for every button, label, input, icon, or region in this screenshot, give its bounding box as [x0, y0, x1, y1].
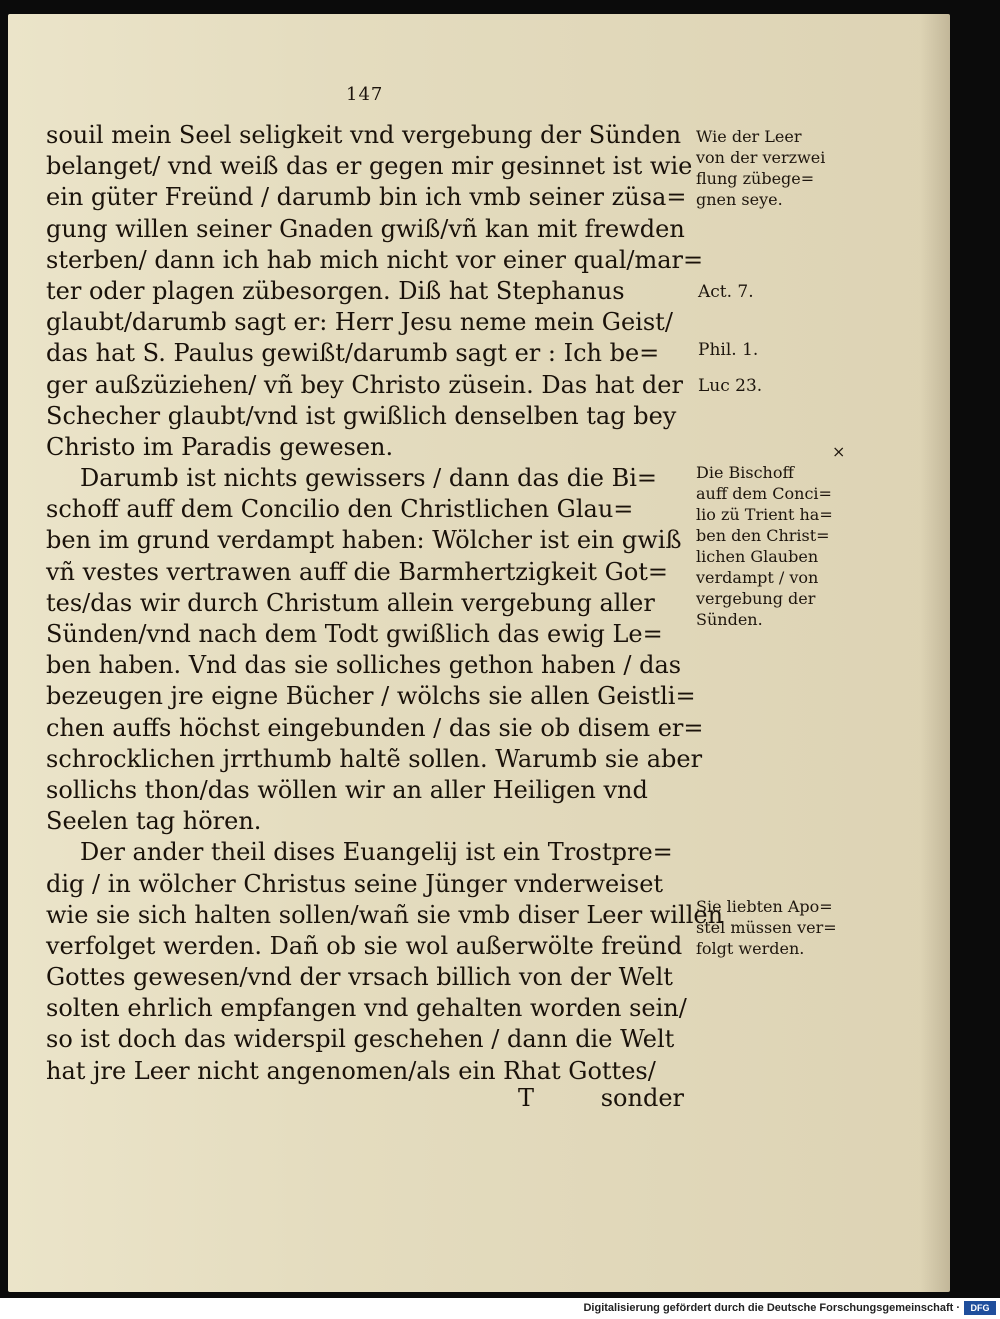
margin-note-line: Sünden. [696, 610, 763, 629]
text-line: solten ehrlich empfangen vnd gehalten worden sein/ [46, 994, 687, 1023]
margin-mark: × [832, 442, 846, 461]
text-line: so ist doch das widerspil geschehen / dann die Welt [46, 1025, 675, 1054]
margin-note-line: Sie liebten Apo= [696, 897, 833, 916]
text-line: vñ vestes vertrawen auff die Barmhertzigkeit Got= [46, 557, 669, 586]
text-line: wie sie sich halten sollen/wañ sie vmb diser Leer willen [46, 900, 724, 929]
margin-note-line: von der verzwei [696, 148, 826, 167]
margin-note-line: verdampt / von [696, 568, 819, 587]
signature-mark: T [518, 1084, 535, 1112]
text-line: belanget/ vnd weiß das er gegen mir gesinnet ist wie [46, 152, 693, 181]
text-line: ben haben. Vnd das sie solliches gethon haben / das [46, 651, 682, 680]
text-line: glaubt/darumb sagt er: Herr Jesu neme mein Geist/ [46, 308, 673, 337]
text-line: Schecher glaubt/vnd ist gwißlich denselben tag bey [46, 401, 677, 430]
text-line: gung willen seiner Gnaden gwiß/vñ kan mit frewden [46, 214, 685, 243]
text-line: sollichs thon/das wöllen wir an aller Heiligen vnd [46, 775, 648, 804]
text-line: bezeugen jre eigne Bücher / wölchs sie allen Geistli= [46, 682, 696, 711]
margin-note-line: auff dem Conci= [696, 484, 832, 503]
text-line: ger außzüziehen/ vñ bey Christo züsein. Das hat der [46, 370, 683, 399]
text-line: Gottes gewesen/vnd der vrsach billich von der Welt [46, 963, 673, 992]
text-line: chen auffs höchst eingebunden / das sie ob disem er= [46, 713, 704, 742]
reference-philippians: Phil. 1. [698, 340, 759, 360]
text-line: Seelen tag hören. [46, 807, 262, 836]
reference-acts: Act. 7. [698, 282, 754, 302]
margin-note-line: ben den Christ= [696, 526, 830, 545]
margin-note-line: stel müssen ver= [696, 918, 837, 937]
text-line: schoff auff dem Concilio den Christlichen Glau= [46, 495, 634, 524]
text-line: das hat S. Paulus gewißt/darumb sagt er : Ich be= [46, 339, 660, 368]
main-text-block [46, 120, 724, 1087]
text-line: Sünden/vnd nach dem Todt gwißlich das ewig Le= [46, 620, 663, 648]
text-line: schrocklichen jrrthumb haltẽ sollen. Warumb sie aber [46, 744, 703, 773]
text-line: dig / in wölcher Christus seine Jünger vnderweiset [46, 869, 664, 898]
margin-note-line: lio zü Trient ha= [696, 505, 833, 524]
text-line: sterben/ dann ich hab mich nicht vor einer qual/mar= [46, 245, 704, 274]
margin-note-apostles [696, 896, 856, 959]
footer-bar [0, 1298, 1000, 1319]
margin-note-despair [696, 126, 856, 210]
margin-note-line: Die Bischoff [696, 463, 794, 482]
margin-note-line: folgt werden. [696, 939, 805, 958]
margin-note-line: flung zübege= [696, 169, 815, 188]
text-line: tes/das wir durch Christum allein vergebung aller [46, 588, 655, 617]
text-line: ter oder plagen zübesorgen. Diß hat Stephanus [46, 276, 625, 305]
margin-note-line: gnen seye. [696, 190, 783, 209]
reference-luke: Luc 23. [698, 376, 763, 396]
margin-note-line: vergebung der [696, 589, 816, 608]
dfg-logo: DFG [964, 1301, 996, 1315]
book-page [8, 14, 950, 1292]
text-line: ben im grund verdampt haben: Wölcher ist ein gwiß [46, 526, 682, 555]
text-line: Darumb ist nichts gewissers / dann das die Bi= [80, 464, 657, 493]
folio-number: 147 [346, 84, 384, 105]
margin-note-bishops [696, 462, 856, 630]
funding-credit: Digitalisierung gefördert durch die Deutsche Forschungsgemeinschaft · [583, 1302, 960, 1314]
catchline [46, 1084, 696, 1116]
text-line: hat jre Leer nicht angenomen/als ein Rhat Gottes/ [46, 1056, 656, 1085]
text-line: Christo im Paradis gewesen. [46, 432, 394, 461]
text-line: souil mein Seel seligkeit vnd vergebung der Sünden [46, 121, 682, 149]
text-line: Der ander theil dises Euangelij ist ein Trostpre= [80, 838, 673, 867]
catchword: sonder [600, 1084, 684, 1112]
text-line: verfolget werden. Dañ ob sie wol außerwölte freünd [46, 931, 683, 960]
text-line: ein güter Freünd / darumb bin ich vmb seiner züsa= [46, 183, 687, 212]
margin-note-line: Wie der Leer [696, 127, 802, 146]
margin-note-line: lichen Glauben [696, 547, 819, 566]
